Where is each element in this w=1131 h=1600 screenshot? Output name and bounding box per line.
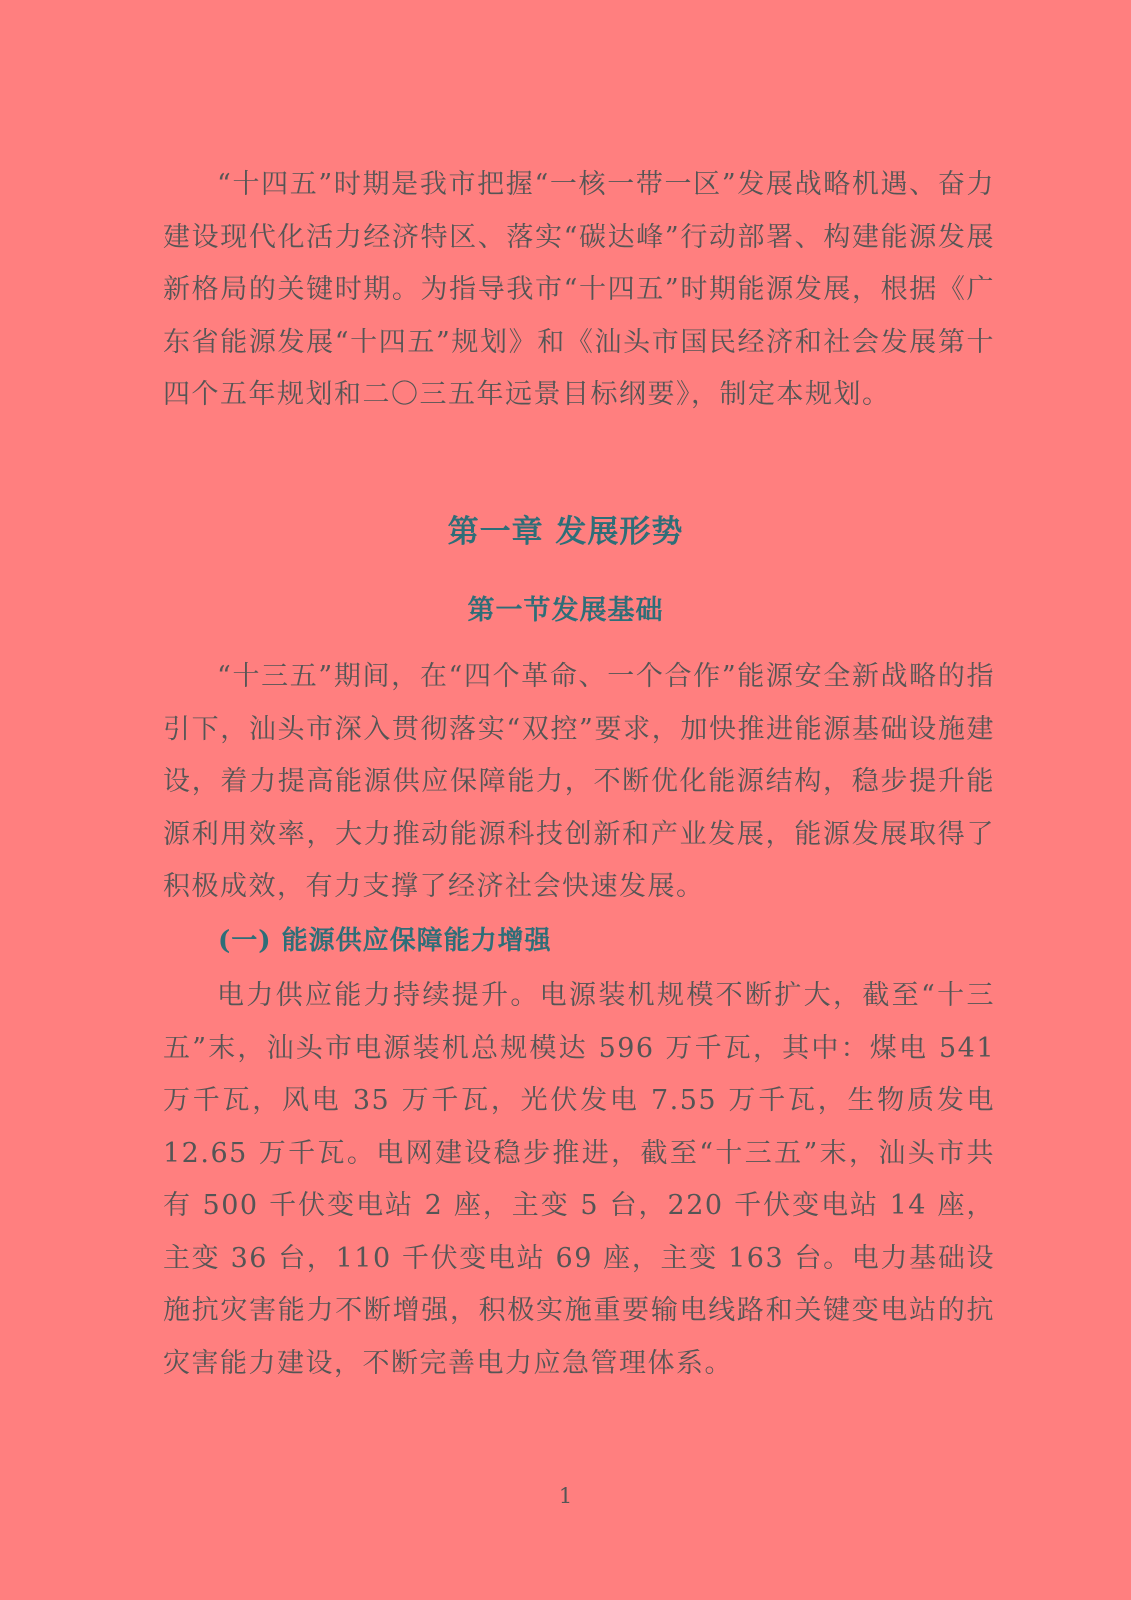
section-title: 第一节发展基础 <box>467 595 664 626</box>
intro-paragraph: “十四五”时期是我市把握“一核一带一区”发展战略机遇、奋力建设现代化活力经济特区、落实“碳达峰”行动部署、构建能源发展新格局的关键时期。为指导我市“十四五”时期能源发展，根据《广东省能源发展“十四五”规划》和《汕头市国民经济和社会发展第十四个五年规划和二〇三五年远景目标纲要》，制定本规划。 <box>163 169 995 410</box>
subsection-title: (一) 能源供应保障能力增强 <box>218 926 552 956</box>
section-paragraph: “十三五”期间，在“四个革命、一个合作”能源安全新战略的指引下，汕头市深入贯彻落实“双控”要求，加快推进能源基础设施建设，着力提高能源供应保障能力，不断优化能源结构，稳步提升能源利用效率，大力推动能源科技创新和产业发展，能源发展取得了积极成效，有力支撑了经济社会快速发展。 <box>163 661 995 902</box>
page-number: 1 <box>558 1484 573 1508</box>
chapter-title: 第一章 发展形势 <box>447 514 684 550</box>
subsection-paragraph: 电力供应能力持续提升。电源装机规模不断扩大，截至“十三五”末，汕头市电源装机总规模达 596 万千瓦，其中：煤电 541 万千瓦，风电 35 万千瓦，光伏发电 7.55 万千瓦，生物质发电 12.65 万千瓦。电网建设稳步推进，截至“十三五”末，汕头市共有 500 千伏变电站 2 座，主变 5 台，220 千伏变电站 14 座，主变 36 台，110 千伏变电站 69 座，主变 163 台。电力基础设施抗灾害能力不断增强，积极实施重要输电线路和关键变电站的抗灾害能力建设，不断完善电力应急管理体系。 <box>163 980 995 1379</box>
